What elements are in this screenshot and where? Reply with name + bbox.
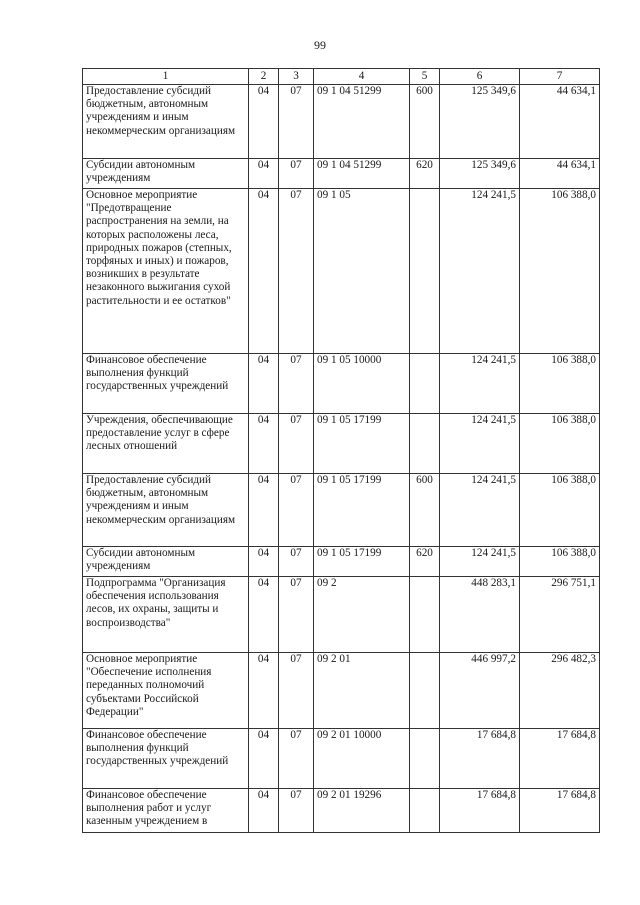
table-row	[83, 85, 600, 159]
row-sum-2: 17 684,8	[520, 789, 600, 833]
row-section: 04	[249, 547, 279, 577]
row-sum-1: 124 241,5	[440, 474, 520, 547]
row-sum-1: 17 684,8	[440, 729, 520, 789]
row-sum-2: 296 482,3	[520, 653, 600, 729]
row-name: Предоставление субсидий бюджетным, автономным учреждениям и иным некоммерческим организациям	[83, 474, 249, 547]
row-name: Финансовое обеспечение выполнения функций государственных учреждений	[83, 354, 249, 414]
row-target-code: 09 1 05 17199	[314, 547, 410, 577]
header-col-6: 6	[440, 69, 520, 85]
row-subsection: 07	[279, 547, 314, 577]
row-section: 04	[249, 85, 279, 159]
row-name: Основное мероприятие "Обеспечение исполнения переданных полномочий субъектами Российской Федерации"	[83, 653, 249, 729]
row-subsection: 07	[279, 474, 314, 547]
row-name: Учреждения, обеспечивающие предоставление услуг в сфере лесных отношений	[83, 414, 249, 474]
row-expense-type: 620	[410, 159, 440, 189]
row-expense-type	[410, 189, 440, 354]
row-section: 04	[249, 159, 279, 189]
row-name: Основное мероприятие "Предотвращение распространения на земли, на которых расположены леса, природных пожаров (степных, торфяных и иных) и пожаров, возникших в результате незаконного выжигания сухой растительности и ее остатков"	[83, 189, 249, 354]
row-expense-type: 620	[410, 547, 440, 577]
row-sum-1: 17 684,8	[440, 789, 520, 833]
table-row	[83, 577, 600, 653]
row-sum-2: 106 388,0	[520, 354, 600, 414]
row-sum-2: 106 388,0	[520, 189, 600, 354]
header-col-1: 1	[83, 69, 249, 85]
row-target-code: 09 2 01 10000	[314, 729, 410, 789]
row-section: 04	[249, 653, 279, 729]
row-sum-1: 448 283,1	[440, 577, 520, 653]
table-row	[83, 474, 600, 547]
header-col-7: 7	[520, 69, 600, 85]
table-row	[83, 653, 600, 729]
row-sum-1: 124 241,5	[440, 354, 520, 414]
row-sum-2: 17 684,8	[520, 729, 600, 789]
header-col-5: 5	[410, 69, 440, 85]
row-subsection: 07	[279, 189, 314, 354]
row-target-code: 09 1 04 51299	[314, 85, 410, 159]
row-sum-1: 124 241,5	[440, 189, 520, 354]
table-row	[83, 414, 600, 474]
row-target-code: 09 1 05	[314, 189, 410, 354]
row-sum-2: 44 634,1	[520, 85, 600, 159]
row-expense-type	[410, 789, 440, 833]
table-row	[83, 189, 600, 354]
row-expense-type	[410, 729, 440, 789]
row-name: Субсидии автономным учреждениям	[83, 159, 249, 189]
table-row	[83, 354, 600, 414]
row-expense-type	[410, 354, 440, 414]
row-name: Финансовое обеспечение выполнения функций государственных учреждений	[83, 729, 249, 789]
row-target-code: 09 2 01	[314, 653, 410, 729]
row-subsection: 07	[279, 653, 314, 729]
page-number: 99	[314, 38, 326, 52]
row-sum-2: 44 634,1	[520, 159, 600, 189]
header-col-3: 3	[279, 69, 314, 85]
table-row	[83, 729, 600, 789]
row-sum-1: 125 349,6	[440, 159, 520, 189]
row-section: 04	[249, 789, 279, 833]
row-target-code: 09 1 04 51299	[314, 159, 410, 189]
row-section: 04	[249, 729, 279, 789]
row-sum-1: 124 241,5	[440, 414, 520, 474]
row-sum-2: 106 388,0	[520, 414, 600, 474]
row-name: Субсидии автономным учреждениям	[83, 547, 249, 577]
row-sum-1: 446 997,2	[440, 653, 520, 729]
row-expense-type	[410, 653, 440, 729]
row-target-code: 09 1 05 17199	[314, 474, 410, 547]
row-subsection: 07	[279, 414, 314, 474]
row-sum-2: 106 388,0	[520, 547, 600, 577]
row-target-code: 09 2 01 19296	[314, 789, 410, 833]
row-expense-type: 600	[410, 474, 440, 547]
row-name: Подпрограмма "Организация обеспечения использования лесов, их охраны, защиты и воспроизводства"	[83, 577, 249, 653]
row-sum-2: 296 751,1	[520, 577, 600, 653]
table-row	[83, 547, 600, 577]
row-expense-type	[410, 414, 440, 474]
header-col-2: 2	[249, 69, 279, 85]
row-section: 04	[249, 474, 279, 547]
header-col-4: 4	[314, 69, 410, 85]
row-subsection: 07	[279, 354, 314, 414]
row-subsection: 07	[279, 789, 314, 833]
row-subsection: 07	[279, 85, 314, 159]
row-target-code: 09 1 05 10000	[314, 354, 410, 414]
row-subsection: 07	[279, 729, 314, 789]
row-target-code: 09 1 05 17199	[314, 414, 410, 474]
row-target-code: 09 2	[314, 577, 410, 653]
table-row	[83, 789, 600, 833]
row-section: 04	[249, 577, 279, 653]
row-section: 04	[249, 354, 279, 414]
row-sum-2: 106 388,0	[520, 474, 600, 547]
budget-table	[82, 68, 600, 833]
row-name: Финансовое обеспечение выполнения работ и услуг казенным учреждением в	[83, 789, 249, 833]
row-section: 04	[249, 189, 279, 354]
row-subsection: 07	[279, 577, 314, 653]
header-row	[83, 69, 600, 85]
row-sum-1: 125 349,6	[440, 85, 520, 159]
row-name: Предоставление субсидий бюджетным, автономным учреждениям и иным некоммерческим организациям	[83, 85, 249, 159]
row-expense-type	[410, 577, 440, 653]
row-subsection: 07	[279, 159, 314, 189]
table-row	[83, 159, 600, 189]
row-section: 04	[249, 414, 279, 474]
row-sum-1: 124 241,5	[440, 547, 520, 577]
row-expense-type: 600	[410, 85, 440, 159]
